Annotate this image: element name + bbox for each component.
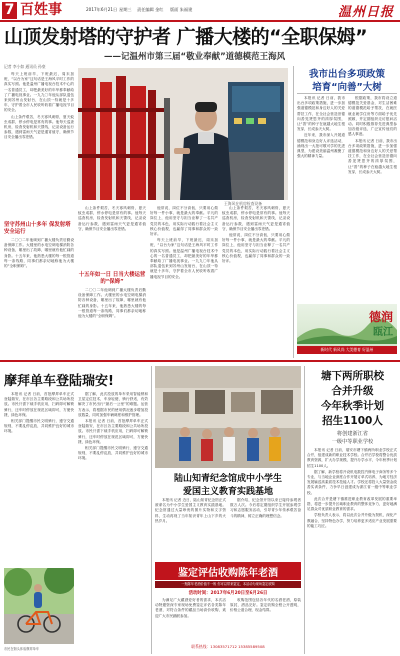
museum-column-1: 本报讯 记者 近日，陆山知青纪念馆正式被命名为中小学生爱国主义教育实践基地。纪念馆通过大量珍贵的图片实物和文字资料，生动再现了当年知识青年上山下乡的火热岁月。 [155,498,226,523]
lead-column-4: 山上条件艰苦，冬天寒风刺骨，夏天蚊虫成群，停水停电是常有的事。他每天巡查机房，检查发射机和天馈线，记录设备运行参数，遇到雷雨天气更是通宵值守，确保节目安全播出零差错。 他常说，岗位不分高低，只要用心做好每一件小事，就是最大的奉献。平凡的岗位上，他用坚守与担当诠释了一名共产党员的本色，用实际行动践行着社会主义核心价值观，也赢得了同事和群众的一致好评。 [222,206,290,264]
machinery-photo-illustration [78,68,288,200]
lead-photo-caption: 王海风在机房检查设备 [224,201,262,206]
newspaper-logo: 温州日报 [337,5,394,20]
school-subhead-2: 一级中等职业学校 [331,439,374,445]
cycle-column-1: 本报讯 记者 日前，首批摩拜单车正式登陆瑞安，在市区各主要路段和公共场所投放。市民只需下载手机应用，扫码即可解锁骑行，还车时停放在规范区域即可，方便快捷，绿色环保。 相关部门提醒市民文明骑行，遵守交通规则，不要乱停乱放，共同维护良好的城市环境。 [4,392,74,434]
page-number-badge: 7 [2,2,17,19]
upper-section-rule [0,360,400,362]
lead-column-3: 他常说，岗位不分高低，只要用心做好每一件小事，就是最大的奉献。平凡的岗位上，他用坚守与担当诠释了一名共产党员的本色，用实际行动践行着社会主义核心价值观，也赢得了同事和群众的一致好评。 每天上班前早，下班最迟，周末加班，“以台为家”这句话是王海风平时工作的真实写照。他是温州广播电视台技术中心的一名普通员工，却把最美好的年华都奉献给了广播电视事业。一九九〇年他从部队退伍来到苏州山发射台，在山顶一待就是十多年，守护着全市人民收听收看广播电视节目的安全。 [150,206,218,279]
school-headline-4: 招生1100人 [322,415,383,427]
appraisal-banner [155,562,301,580]
section-title: 百姓事 [20,2,62,18]
bicycle-photo-illustration [4,568,74,644]
lead-headline: 山顶发射塔的守护者 广播大楼的“全职保姆” [4,26,368,48]
school-body: 本报讯 记者 日前，瑞安市塘下镇两所职业学校正式合并，组建成新的职业技术学校。合并后学校将整合优质教育资源，扩大办学规模，提升办学水平，今年秋季计划招生1100人。 据了解，新学校将开设机电数控汽修电子商务等多个专业，与当地企业深度合作开展订单式培养，为地方经济发展输送高素质技术技能人才。学校还将投入大量资金改善实训条件，力争早日创建成为浙江省一级中等职业学校。 此次合并是塘下镇推进职业教育改革发展的重要举措，将进一步提升区域职业教育的整体竞争力，更好地满足群众对优质职业教育的需求。 学校负责人表示，将以此次合并升级为契机，深化产教融合，坚持特色办学，努力培养更多适应产业发展需要的能工巧匠。 [307,448,397,528]
museum-column-2: 据介绍，纪念馆开馆以来已接待参观者数万人次。今后将定期组织学生开展参观学习和志愿服务活动，引导青少年传承艰苦奋斗的精神，树立正确的理想信念。 [230,498,301,518]
appraisal-subtitle: 一瓶陈年老酒价值不一般 你可以带来鉴定，本活动为现场鉴定收购 [155,581,301,588]
cycle-headline: 摩拜单车登陆瑞安! [4,374,114,389]
ad-sub: 瓯江 [373,327,393,338]
school-headline-3: 今年秋季计划 [321,400,384,412]
cycle-column-2: 据了解，此次投放的单车采用智能锁和卫星定位技术，车身轻便，骑行舒适，有效解决了市民出行“最后一公里”的难题。运营方表示，将根据市民的使用情况逐步增加投放数量，同时加强车辆调度和维护管理。 本报讯 记者 日前，首批摩拜单车正式登陆瑞安，在市区各主要路段和公共场所投放。市民只需下载手机应用，扫码即可解锁骑行，还车时停放在规范区域即可，方便快捷，绿色环保。 相关部门提醒市民文明骑行，遵守交通规则，不要乱停乱放，共同维护良好的城市环境。 [78,392,148,461]
ad-brand: 德润 [368,310,393,324]
moral-ad [297,304,397,354]
mid-divider-left [151,366,152,654]
masthead [0,0,400,22]
policy-column-2: 根据政策，我市将设立道德模范关爱基金，对生活困难的道德模范给予帮扶，在就医就业就学住房等方面给予优先照顾，并定期组织走访慰问活动。同时积极推荐先进典型参加各级评选，广泛宣传他们的感人事迹。 本报讯 记者 日前，我市出台多项政策措施，进一步加强道德模范和身边好人的关爱帮扶工作，在全社会营造崇德向善见贤思齐的浓厚氛围，让“善”的种子在瓯越大地生根发芽，长成参天大树。 [348,96,397,174]
school-headline-1: 塘下两所职校 [321,370,384,382]
issue-designer: 版面 朱福建 [170,7,193,12]
masthead-rule [0,20,400,22]
issue-weekday: 星期三 [119,7,132,12]
policy-headline-1: 我市出台多项政策 [308,69,385,80]
ad-banner: 新时代 新风尚 大美德育 好温州 [297,346,397,354]
mid-divider-right [304,366,305,654]
appraisal-headline: 鉴定评估收购陈年老酒 [178,568,278,579]
policy-column-1: 本报讯 记者 日前，我市出台多项政策措施，进一步加强道德模范和身边好人的关爱帮扶工作，在全社会营造崇德向善见贤思齐的浓厚氛围，让“善”的种子在瓯越大地生根发芽，长成参天大树。 近年来，我市深入开展道德模范和身边好人评选活动，涌现出一大批可敬可学的先进典型，为建设美丽温州凝聚了强大的精神力量。 [297,96,345,159]
cycle-photo-caption: 市民在街头体验摩拜单车 [4,647,40,651]
right-divider [293,66,294,358]
policy-rule [297,93,397,94]
lead-column-1b: 二〇〇二年他调到广播大楼负责后勤设备保障工作。大楼里的水电空调电梯消防各种设备，哪里出了故障，哪里就有他忙碌的身影。十五年来，他熟悉大楼的每一根管道每一条线路，同事们都亲切地称他为大楼的“全职保姆”。 [4,238,74,269]
appraisal-contact: 联系热线：13083571712 15385589508 [191,644,265,649]
cycle-photo [4,568,74,644]
lead-column-1: 每天上班前早，下班最迟，周末加班，“以台为家”这句话是王海风平时工作的真实写照。他是温州广播电视台技术中心的一名普通员工，却把最美好的年华都奉献给了广播电视事业。一九九〇年他从部队退伍来到苏州山发射台，在山顶一待就是十多年，守护着全市人民收听收看广播电视节目的安全。 山上条件艰苦，冬天寒风刺骨，夏天蚊虫成群，停水停电是常有的事。他每天巡查机房，检查发射机和天馈线，记录设备运行参数，遇到雷雨天气更是通宵值守，确保节目安全播出零差错。 [4,72,74,140]
school-subhead-1: 将创建浙江省 [336,431,369,437]
museum-headline-2: 爱国主义教育实践基地 [182,487,273,497]
policy-headline-2: 培育“向善”大树 [312,82,382,93]
appraisal-column-2: 收购范围包括各年代的名酒老酒，原装原封，酒品完好。鉴定收购全程公开透明，价格公道合理，现金结算。 [230,598,301,613]
issue-editor: 责任编辑 金红 [137,7,164,12]
exhibition-photo-illustration [155,366,301,468]
school-headline-2: 合并升级 [331,385,374,397]
issue-date: 2017年6月21日 [86,7,118,12]
lead-column-2b: 二〇〇二年他调到广播大楼负责后勤设备保障工作。大楼里的水电空调电梯消防各种设备，哪里出了故障，哪里就有他忙碌的身影。十五年来，他熟悉大楼的每一根管道每一条线路，同事们都亲切地称他为大楼的“全职保姆”。 [78,288,146,319]
appraisal-dates: 活动时间：2017年6月20日至6月26日 [188,591,268,596]
museum-photo [155,366,301,468]
museum-headline-1: 陆山知青纪念馆成中小学生 [173,474,282,484]
lead-photo [78,68,288,200]
lead-subtitle: ——记温州市第三届“敬业奉献”道德模范王海风 [104,52,286,62]
lead-subhead-1: 坚守苏州山十多年 保发射塔安全运行 [4,222,71,235]
lead-column-2: 山上条件艰苦，冬天寒风刺骨，夏天蚊虫成群，停水停电是常有的事。他每天巡查机房，检查发射机和天馈线，记录设备运行参数，遇到雷雨天气更是通宵值守，确保节目安全播出零差错。 [78,206,146,231]
lead-byline: 记者 李小如 通讯员 孙豪 [4,64,46,69]
appraisal-column-1: 为满足广大藏酒爱好者的需求，本次活动特邀资深专家现场免费鉴定评估各类陈年老酒，对符合条件的藏品当场高价收购，欢迎广大市民踊跃参加。 [155,598,226,618]
lead-subhead-2: 十五年如一日 日当大楼运营的“保姆” [78,272,146,285]
